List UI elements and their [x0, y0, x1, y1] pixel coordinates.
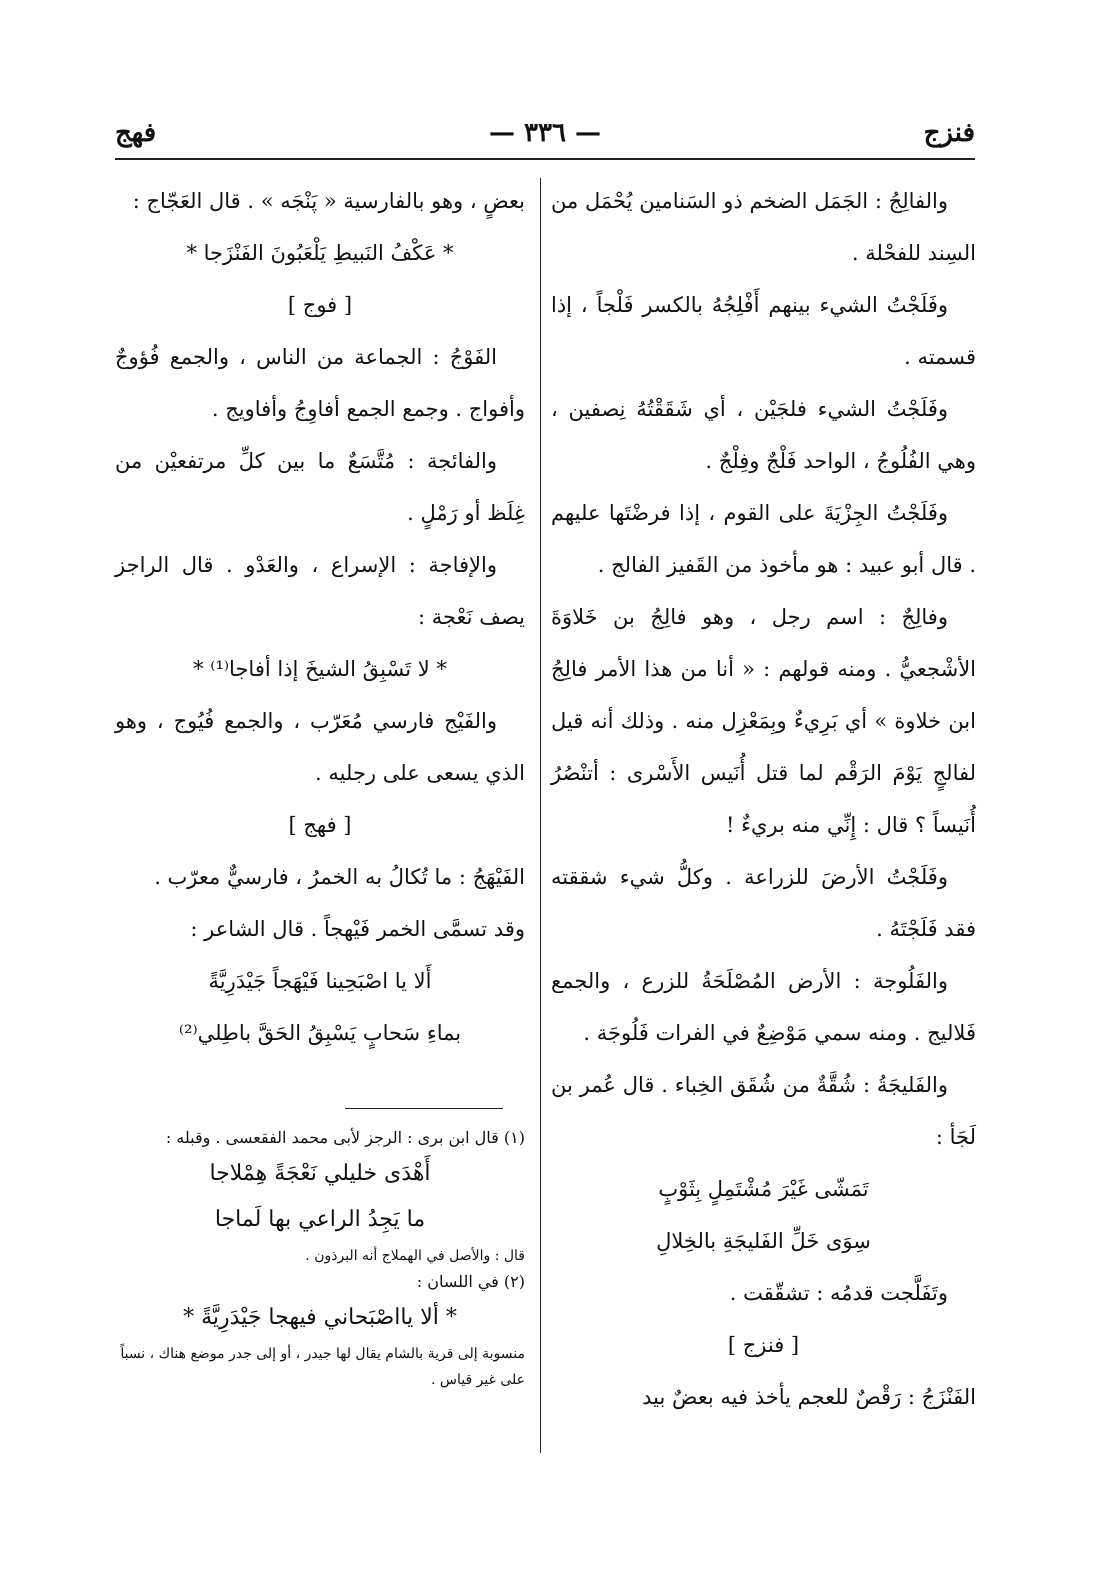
paragraph: وفَلَجْتُ الشيء فلجَيْن ، أي شَقَقْتُهُ نِصفين ، وهي الفُلُوجُ ، الواحد فَلْجٌ وفِلْجٌ .	[551, 397, 976, 473]
entry-heading: [ فنزج ]	[727, 1333, 800, 1357]
paragraph: وفَلَجْتُ الأرضَ للزراعة . وكلُّ شيء شققته فقد فَلَجْتَهُ .	[551, 865, 976, 941]
footnotes	[115, 1125, 525, 1393]
paragraph: الفَيْهَجُ : ما تُكالُ به الخمرُ ، فارسيٌّ معرّب .	[154, 865, 525, 889]
paragraph: والفائجة : مُتَّسَعٌ ما بين كلِّ مرتفعيْن من غِلَظ أو رَمْلٍ .	[115, 449, 525, 525]
header-entry-word-right: فنزج	[923, 118, 975, 148]
verse-line: أَلا يا اصْبَحِينا فَيْهَجاً جَيْدَرِيَّةً	[208, 969, 432, 993]
footnote-verse: ما يَجِدُ الراعي بها لَماجا	[214, 1207, 426, 1232]
verse-line: بماءِ سَحابٍ يَسْبِقُ الحَقَّ باطِلي⁽²⁾	[178, 1021, 462, 1045]
paragraph: والفَلُوجة : الأرض المُصْلَحَةُ للزرع ، والجمع فَلاليج . ومنه سمي مَوْضِعٌ في الفرات فَلُوجَة .	[551, 969, 976, 1045]
paragraph: بعضٍ ، وهو بالفارسية « پَنْجَه » . قال العَجّاج :	[132, 189, 525, 213]
footnote-rule	[345, 1108, 503, 1109]
header-entry-word-left: فهج	[115, 118, 157, 148]
verse-line: * لا تَسْبِقُ الشيخَ إذا أفاجا⁽¹⁾ *	[193, 657, 447, 681]
paragraph: والفَليجَةُ : شُقَّةٌ من شُقَق الخِباء . قال عُمر بن لَجَأ :	[551, 1073, 976, 1149]
right-column	[551, 175, 976, 1423]
page-number: — ٣٣٦ —	[488, 118, 602, 148]
footnote-1: (١) قال ابن برى : الرجز لأبى محمد الفقعسى . وقبله :	[165, 1128, 525, 1147]
footnote-verse: * ألا يااصْبَحاني فيهجا جَيْدَرِيَّةً *	[183, 1305, 457, 1330]
paragraph: الفَوْجُ : الجماعة من الناس ، والجمع فُؤوجٌ وأفواج . وجمع الجمع أفاوِجُ وأفاويج .	[115, 345, 525, 421]
paragraph: وفَلَجْتُ الجِزْيَةَ على القوم ، إذا فرضْتَها عليهم . قال أبو عبيد : هو مأخوذ من القَفيز الفالج .	[551, 501, 976, 577]
footnote-verse: أَهْدَى خليلي نَعْجَةً هِمْلاجا	[209, 1161, 431, 1186]
footnote-note: منسوبة إلى قرية بالشام يقال لها جيدر ، أو إلى جدر موضع هناك ، نسباً على غير قياس .	[120, 1346, 525, 1388]
entry-heading: [ فوج ]	[287, 293, 353, 317]
paragraph: والفالِجُ : الجَمَل الضخم ذو السَنامين يُحْمَل من السِند للفحْلة .	[551, 189, 976, 265]
column-divider	[540, 178, 541, 1453]
left-column	[115, 175, 525, 1059]
verse-line: * عَكْفُ النَبيطِ يَلْعَبُونَ الفَنْزَجا *	[186, 241, 454, 265]
paragraph: والفَيْج فارسي مُعَرّب ، والجمع فُيُوج ، وهو الذي يسعى على رجليه .	[115, 709, 525, 785]
paragraph: الفَنْزَجُ : رَقْصٌ للعجم يأخذ فيه بعضٌ بيد	[642, 1385, 976, 1409]
entry-heading: [ فهج ]	[288, 813, 352, 837]
footnote-note: قال : والأصل في الهملاج أنه البرذون .	[305, 1248, 525, 1264]
paragraph: وتَفَلَّجت قدمُه : تشقّقت .	[729, 1281, 948, 1305]
paragraph: وفَلَجْتُ الشيء بينهم أَفْلِجُهُ بالكسر فَلْجاً ، إذا قسمته .	[551, 293, 976, 369]
footnote-2: (٢) في اللسان :	[416, 1272, 525, 1291]
header-rule	[115, 158, 975, 160]
paragraph: وفالِجٌ : اسم رجل ، وهو فالِجُ بن خَلاوَةَ الأشْجعيُّ . ومنه قولهم : « أنا من هذا الأمر فالِجُ ابن خلاوة » أي بَرِيءٌ وبِمَعْزِل منه . وذلك أنه قيل لفالجٍ يَوْمَ الرَقْم لما قتل أُنَيس الأَسْرى : أتنْصُرُ أُنَيساً ؟ قال : إِنِّي منه بريءٌ !	[551, 605, 976, 837]
paragraph: والإفاجة : الإسراع ، والعَدْو . قال الراجز يصف نَعْجة :	[115, 553, 525, 629]
verse-line: سِوَى خَلِّ الفَليجَةِ بالخِلالِ	[656, 1229, 871, 1253]
paragraph: وقد تسمَّى الخمر فَيْهجاً . قال الشاعر :	[190, 917, 525, 941]
page-header	[115, 118, 975, 158]
verse-line: تَمَشّى غَيْرَ مُشْتَمِلٍ بِثَوْبٍ	[658, 1177, 869, 1201]
